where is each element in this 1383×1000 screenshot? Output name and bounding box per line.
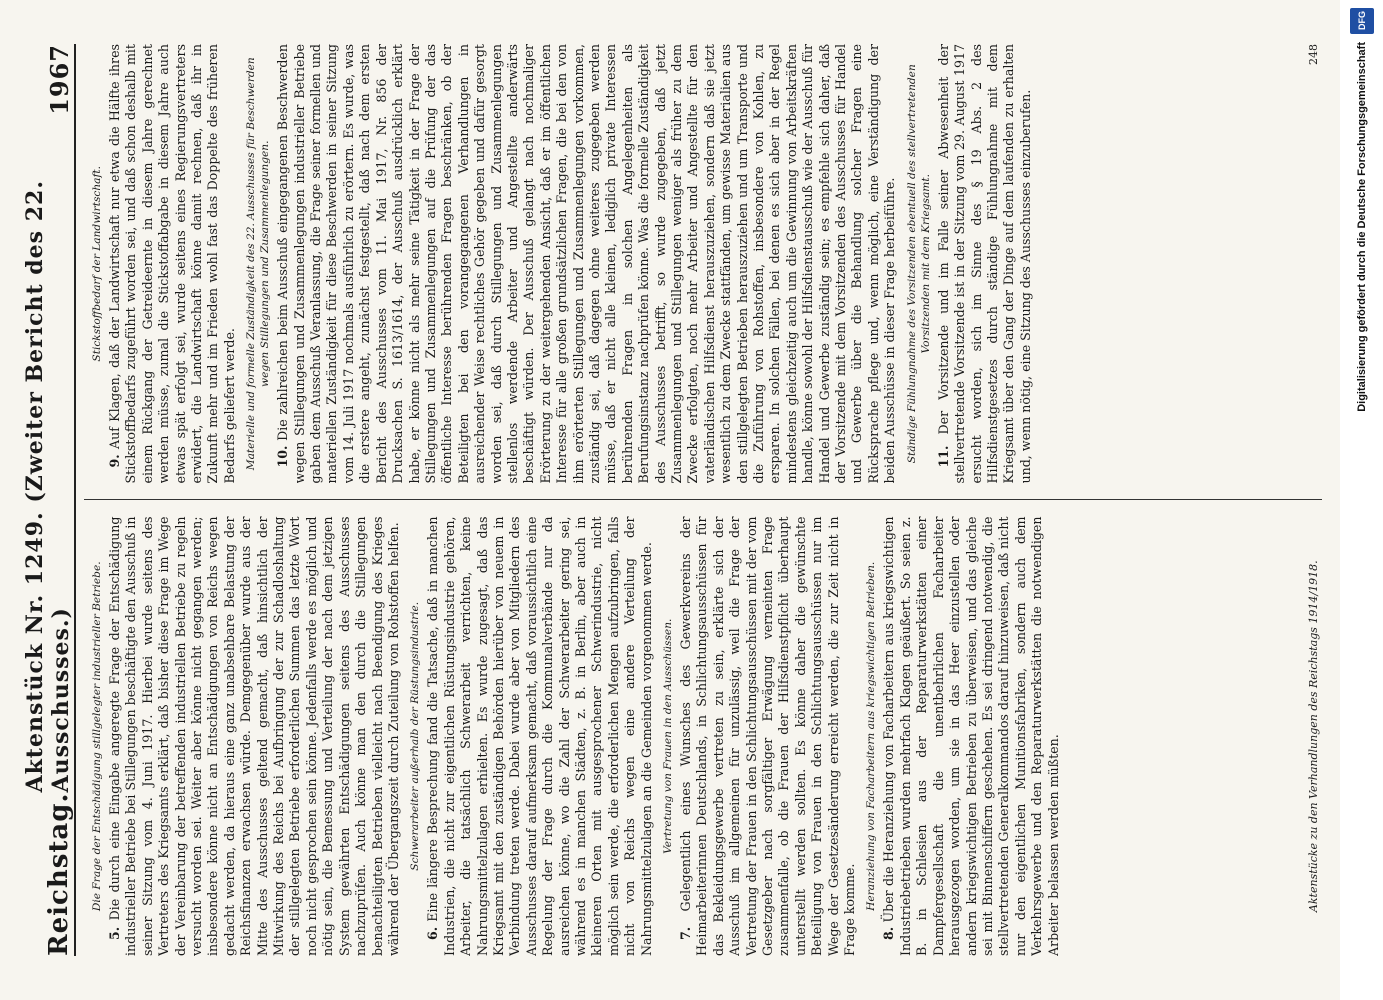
section-title: Stickstoffbedarf der Landwirtschaft. xyxy=(91,165,103,362)
digitization-note: Digitalisierung gefördert durch die Deutsche Forschungsgemeinschaft xyxy=(1355,42,1368,412)
paragraph: 8. Über die Heranziehung von Facharbeitern aus kriegswichtigen Industriebetrieben wurden mehrfach Klagen geäußert. So seien z. B. in Schlesien aus der Reparaturwerkstätten einer Dampfergesellschaft die unentbehrlichen Facharbeiter herausgezogen worden, um sie in das Heer einzustellen oder andern kriegswichtigen Betrieben zu überweisen, und das gleiche sei mit Binnenschiffern geschehen. Es sei dringend notwendig, die stellvertretenden Generalkommandos darauf hinzuweisen, daß nicht nur den eigentlichen Munitionsfabriken, sondern auch dem Verkehrsgewerbe und den Reparaturwerkstätten die notwendigen Arbeiter belassen werden müßten. xyxy=(881,516,1061,956)
paragraph: 10. Die zahlreichen beim Ausschuß eingegangenen Beschwerden wegen Stillegungen und Zusammenlegungen industrieller Betriebe gaben dem Ausschuß Veranlassung, die Frage seiner formellen und materiellen Zuständigkeit für diese Beschwerden in seiner Sitzung vom 14. Juli 1917 nochmals ausführlich zu erörtern. Es wurde, was die erstere angeht, zunächst festgestellt, daß nach dem ersten Bericht des Ausschusses vom 11. Mai 1917, Nr. 856 der Drucksachen S. 1613/1614, der Ausschuß ausdrücklich erklärt habe, er könne nicht als mehr seine Tätigkeit in der Frage der Stillegungen und Zusammenlegungen auf die Prüfung der das öffentliche Interesse berührenden Fragen beschränken, ob der Beteiligten bei den vorangegangenen Verhandlungen in ausreichender Weise rechtliches Gehör gegeben und dafür gesorgt worden sei, daß durch Stillegungen und Zusammenlegungen stellenlos werdende Arbeiter und Angestellte anderwärts beschäftigt würden. Der Ausschuß gelangt nach nochmaliger Erörterung zu der weitergehenden Ansicht, daß er im öffentlichen Interesse für alle großen grundsätzlichen Fragen, die bei den von ihm erörterten Stillegungen und Zusammenlegungen vorkommen, zuständig sei, daß dagegen ohne weiteres zugegeben werden müsse, daß er nicht alle kleinen, lediglich private Interessen berührenden Fragen in solchen Angelegenheiten als Berufungsinstanz nachprüfen könne. Was die formelle Zuständigkeit des Ausschusses betrifft, so wurde zugegeben, daß jetzt Zusammenlegungen und Stillegungen weniger als früher zu dem Zwecke erfolgten, noch mehr Arbeiter und Angestellte für den vaterländischen Hilfsdienst herauszuziehen, sondern daß sie jetzt wesentlich zu dem Zwecke stattfänden, um gewisse Materialien aus den stillgelegten Betrieben herauszuziehen und um Transporte und die Zuführung von Rohstoffen, insbesondere von Kohlen, zu ersparen. In solchen Fällen, bei denen es sich aber in der Regel mindestens gleichzeitig auch um die Gewinnung von Arbeitskräften handle, könne sowohl der Hilfsdienstausschuß wie der Ausschuß für Handel und Gewerbe zuständig sein; es empfehle sich daher, daß der Vorsitzende mit dem Vorsitzenden des Ausschusses für Handel und Gewerbe über die Behandlung solcher Fragen eine Rücksprache pflege und, wenn möglich, eine Verständigung der beiden Ausschüsse in dieser Frage herbeiführe. xyxy=(275,44,898,484)
header-center: Aktenstück Nr. 1249. (Zweiter Bericht des 22. Ausschusses.) xyxy=(22,180,74,793)
page-number: 1967 xyxy=(45,44,74,115)
left-column xyxy=(84,517,1322,957)
section-title: Vertretung von Frauen in den Ausschüssen. xyxy=(662,618,674,854)
section-title: Die Frage der Entschädigung stillgelegter industrieller Betriebe. xyxy=(91,561,103,912)
paragraph: 11. Der Vorsitzende und im Falle seiner Abwesenheit der stellvertretende Vorsitzende ist in der Sitzung vom 29. August 1917 ersucht worden, sich im Sinne des § 19 Abs. 2 des Hilfsdienstgesetzes durch ständige Fühlungnahme mit dem Kriegsamt über den Gang der Dinge auf dem laufenden zu erhalten und, wenn nötig, eine Sitzung des Ausschusses einzuberufen. xyxy=(935,44,1033,484)
right-column xyxy=(84,44,1322,484)
dfg-logo: DFG xyxy=(1350,8,1374,34)
section-title: Materielle und formelle Zuständigkeit des 22. Ausschusses für Beschwerden wegen Stillegungen und Zusammenlegungen. xyxy=(245,57,272,471)
sheet-number: 248 xyxy=(1306,44,1320,65)
header-left: Reichstag. xyxy=(44,792,74,956)
margin-strip xyxy=(1340,0,1383,1000)
paragraph: 7. Gelegentlich eines Wunsches des Gewerkvereins der Heimarbeiterinnen Deutschlands, in Schlichtungsausschüssen für das Bekleidungsgewerbe vertreten zu sein, erklärte sich der Ausschuß im allgemeinen für unzulässig, weil die Frage der Vertretung der Frauen in den Schlichtungsausschüssen mit der vom Gesetzgeber nach sorgfältiger Erwägung verneinten Frage zusammenfalle, ob die Frauen der Hilfsdienstpflicht überhaupt unterstellt werden sollten. Es könne daher die gewünschte Beteiligung von Frauen in den Schlichtungsausschüssen nur im Wege der Gesetzesänderung erreicht werden, die zur Zeit nicht in Frage komme. xyxy=(678,516,858,956)
page-header xyxy=(22,44,76,956)
paragraph: 9. Auf Klagen, daß der Landwirtschaft nur etwa die Hälfte ihres Stickstoffbedarfs zugeführt worden sei, und daß schon deshalb mit einem Rückgang der Getreideernte in diesem Jahre gerechnet werden müsse, zumal die Stickstoffabgabe in diesem Jahre auch etwas spät erfolgt sei, wurde seitens eines Regierungsvertreters erwidert, die Landwirtschaft könne damit rechnen, daß ihr in Zukunft mehr und im Frieden wohl fast das Doppelte des früheren Bedarfs geliefert werde. xyxy=(107,44,237,484)
column-divider xyxy=(84,500,1322,501)
columns xyxy=(84,44,1322,956)
section-title: Heranziehung von Facharbeitern aus kriegswichtigen Betrieben. xyxy=(865,561,878,911)
section-title: Schwerarbeiter außerhalb der Rüstungsindustrie. xyxy=(409,601,422,871)
section-title: Ständige Fühlungnahme des Vorsitzenden ebentuell des stellvertretenden Vorsitzenden mit dem Kriegsamt. xyxy=(905,64,932,464)
paragraph: 5. Die durch eine Eingabe angeregte Frage der Entschädigung industrieller Betriebe bei Stillegungen beschäftigte den Ausschuß in seiner Sitzung vom 4. Juni 1917. Hierbei wurde seitens des Vertreters des Kriegsamts erklärt, daß bisher diese Frage im Wege der Vereinbarung der betreffenden industriellen Betriebe zu regeln versucht worden sei. Weiter aber könne nicht gegangen werden; insbesondere könne nicht an Entschädigungen von Reichs wegen gedacht werden, da hieraus eine ganz unabsehbare Belastung der Reichsfinanzen erwachsen würde. Demgegenüber wurde aus der Mitte des Ausschusses geltend gemacht, daß hinsichtlich der Mitwirkung des Reichs bei Aufbringung der zur Schadloshaltung der stillgelegten Betriebe erforderlichen Summen das letzte Wort noch nicht gesprochen sein könne. Jedenfalls werde es möglich und nötig sein, die Bemessung und Verteilung der nach dem jetzigen System gewährten Entschädigungen seitens des Ausschusses nachzuprüfen. Auch könne man den durch die Stillegungen benachteiligten Betrieben vielleicht nach Beendigung des Krieges während der Übergangszeit durch Zuteilung von Rohstoffen helfen. xyxy=(107,516,401,956)
paragraph: 6. Eine längere Besprechung fand die Tatsache, daß in manchen Industrien, die nicht zur eigentlichen Rüstungsindustrie gehören, Arbeiter, die tatsächlich Schwerarbeit verrichten, keine Nahrungsmittelzulagen erhielten. Es wurde zugesagt, daß das Kriegsamt mit den zuständigen Behörden hierüber von neuem in Verbindung treten werde. Dabei wurde aber von Mitgliedern des Ausschusses darauf aufmerksam gemacht, daß voraussichtlich eine Regelung der Frage durch die Kommunalverbände nur da ausreichen könne, wo die Zahl der Schwerarbeiter gering sei, während es in manchen Städten, z. B. in Berlin, aber auch in kleineren Orten mit ausgesprochener Schwerindustrie, nicht möglich sein werde, die erforderlichen Mengen aufzubringen, falls nicht von Reichs wegen eine andere Verteilung der Nahrungsmittelzulagen an die Gemeinden vorgenommen werde. xyxy=(425,516,654,956)
footer-note: Aktenstücke zu den Verhandlungen des Reichstags 1914/1918. xyxy=(1306,560,1320,913)
